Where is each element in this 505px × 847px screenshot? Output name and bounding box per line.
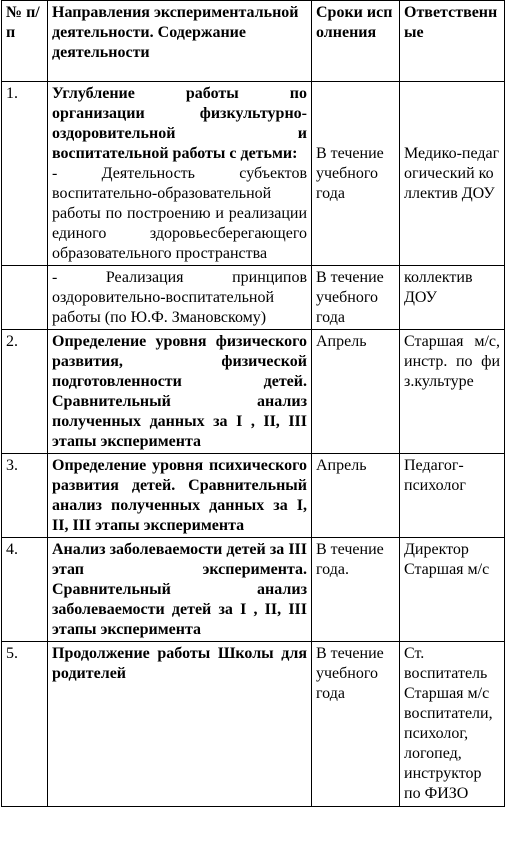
row-deadline: Апрель bbox=[312, 330, 400, 454]
row-deadline: Апрель bbox=[312, 454, 400, 538]
row-content bbox=[48, 330, 312, 454]
row-title: Углубление работы по организации физкультурно-оздоровительной и воспитательной работы с детьми: bbox=[52, 85, 307, 162]
header-responsible: Ответственные bbox=[400, 1, 505, 82]
row-num: 4. bbox=[2, 538, 48, 642]
row-title: Анализ заболеваемости детей за III этап эксперимента. Сравнительный анализ заболеваемости детей за I , II, III этапы эксперимента bbox=[52, 541, 307, 638]
row-responsible: коллектив ДОУ bbox=[400, 266, 505, 330]
table-row bbox=[2, 454, 505, 538]
row-text: - Деятельность субъектов воспитательно-образовательной работы по построению и реализации единого здоровьесберегающего образовательного пространства bbox=[52, 165, 307, 262]
row-deadline: В течение учебного года bbox=[312, 266, 400, 330]
row-deadline: В течение учебного года bbox=[312, 642, 400, 807]
row-deadline: В течение года. bbox=[312, 538, 400, 642]
table-row bbox=[2, 266, 505, 330]
row-title: Определение уровня физического развития, физической подготовленности детей. Сравнительный анализ полученных данных за I , II, III этапы эксперимента bbox=[52, 333, 307, 450]
row-content bbox=[48, 82, 312, 266]
row-num bbox=[2, 266, 48, 330]
row-content bbox=[48, 266, 312, 330]
row-num: 5. bbox=[2, 642, 48, 807]
row-responsible: Ст. воспитатель Старшая м/с воспитатели, психолог, логопед, инструктор по ФИЗО bbox=[400, 642, 505, 807]
row-responsible: Старшая м/с, инстр. по физ.культуре bbox=[400, 330, 505, 454]
plan-table bbox=[1, 0, 505, 807]
row-deadline: В течение учебного года bbox=[312, 82, 400, 266]
table-row bbox=[2, 82, 505, 266]
row-responsible: Педагог-психолог bbox=[400, 454, 505, 538]
row-title: Продолжение работы Школы для родителей bbox=[52, 645, 307, 682]
row-responsible: Директор Старшая м/с bbox=[400, 538, 505, 642]
table-row bbox=[2, 538, 505, 642]
header-num: № п/п bbox=[2, 1, 48, 82]
table-row bbox=[2, 642, 505, 807]
row-text: - Реализация принципов оздоровительно-воспитательной работы (по Ю.Ф. Змановскому) bbox=[52, 269, 307, 326]
row-content bbox=[48, 454, 312, 538]
row-responsible: Медико-педагогический коллектив ДОУ bbox=[400, 82, 505, 266]
table-header-row bbox=[2, 1, 505, 82]
row-content bbox=[48, 538, 312, 642]
header-direction: Направления экспериментальной деятельности. Содержание деятельности bbox=[48, 1, 312, 82]
row-num: 2. bbox=[2, 330, 48, 454]
row-num: 3. bbox=[2, 454, 48, 538]
header-deadline: Сроки исполнения bbox=[312, 1, 400, 82]
table-row bbox=[2, 330, 505, 454]
row-num: 1. bbox=[2, 82, 48, 266]
row-title: Определение уровня психического развития детей. Сравнительный анализ полученных данных за I, II, III этапы эксперимента bbox=[52, 457, 307, 534]
row-content bbox=[48, 642, 312, 807]
